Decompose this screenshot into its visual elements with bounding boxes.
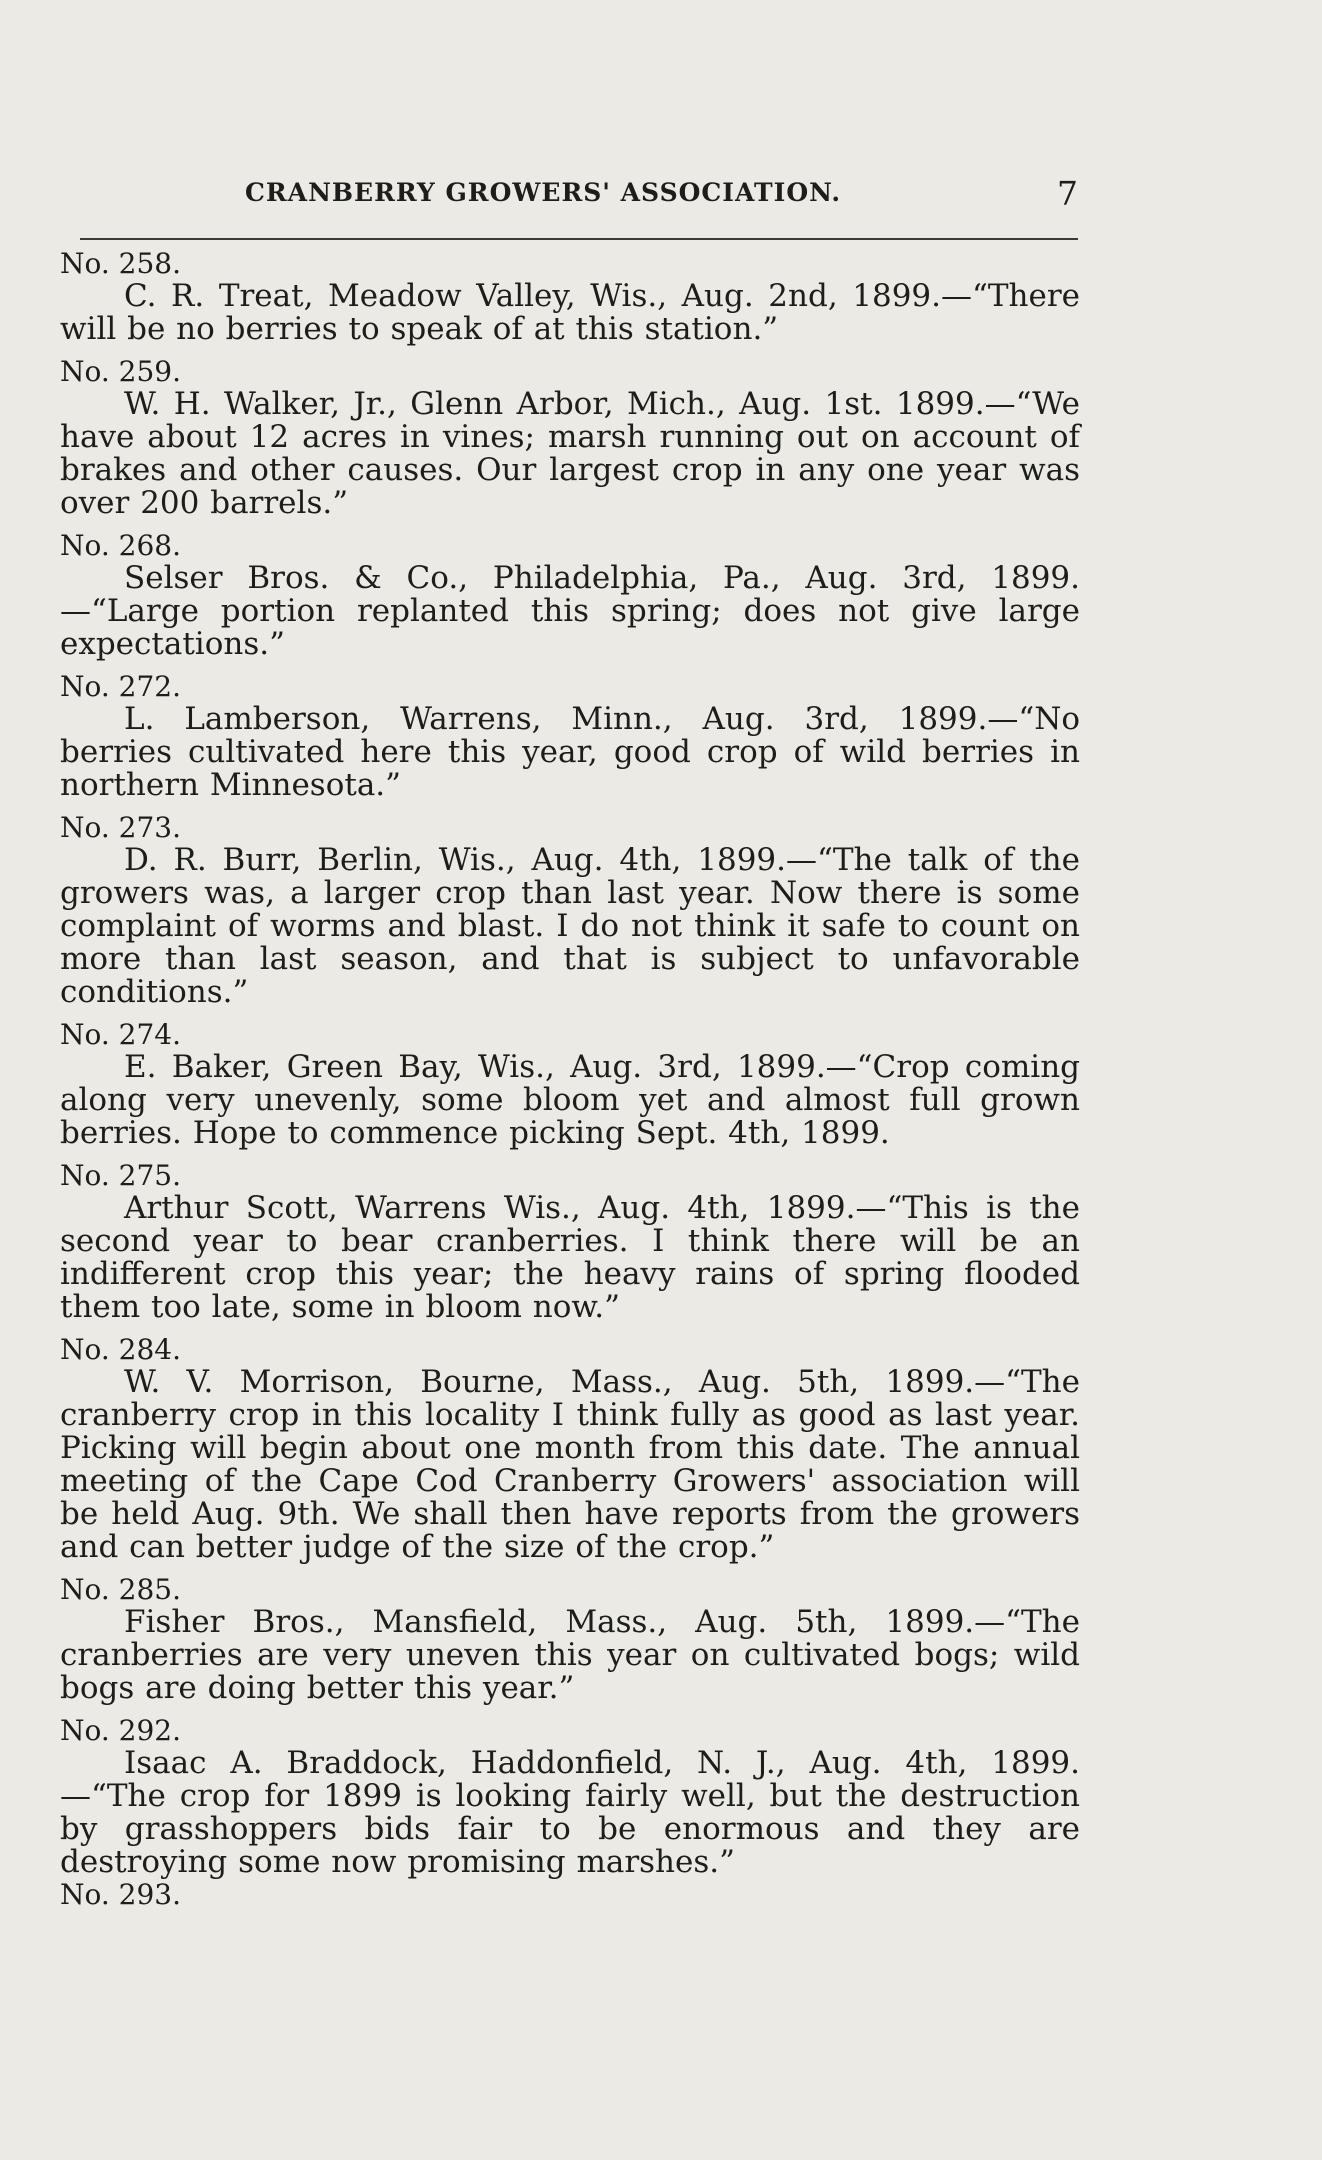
- entry-number: No. 258.: [60, 247, 182, 280]
- entry-number: No. 292.: [60, 1714, 182, 1747]
- entry-number: No. 293.: [60, 1878, 182, 1911]
- entry-number: No. 285.: [60, 1573, 182, 1606]
- entry-list: [60, 248, 1080, 1911]
- entry-258: [60, 248, 1080, 346]
- entry-273: [60, 812, 1080, 1009]
- entry-292: [60, 1715, 1080, 1879]
- entry-number: No. 274.: [60, 1018, 182, 1051]
- entry-text: Arthur Scott, Warrens Wis., Aug. 4th, 1899.—“This is the second year to bear cranberries. I think there will be an indifferent crop this year; the heavy rains of spring flooded them too late, some in bloom now.”: [60, 1190, 1080, 1325]
- entry-275: [60, 1160, 1080, 1324]
- entry-text: E. Baker, Green Bay, Wis., Aug. 3rd, 1899.—“Crop coming along very unevenly, some bloom yet and almost full grown berries. Hope to commence picking Sept. 4th, 1899.: [60, 1049, 1080, 1151]
- entry-number: No. 272.: [60, 670, 182, 703]
- entry-text: Isaac A. Braddock, Haddonfield, N. J., Aug. 4th, 1899.—“The crop for 1899 is looking fairly well, but the destruction by grasshoppers bids fair to be enormous and they are destroying some now promising marshes.”: [60, 1745, 1080, 1880]
- entry-text: W. V. Morrison, Bourne, Mass., Aug. 5th, 1899.—“The cranberry crop in this locality I think fully as good as last year. Picking will begin about one month from this date. The annual meeting of the Cape Cod Cranberry Growers' association will be held Aug. 9th. We shall then have reports from the growers and can better judge of the size of the crop.”: [60, 1364, 1080, 1565]
- running-head: [80, 176, 1078, 216]
- entry-259: [60, 356, 1080, 520]
- entry-number: No. 268.: [60, 529, 182, 562]
- entry-number: No. 259.: [60, 355, 182, 388]
- header-rule: [80, 238, 1078, 240]
- entry-284: [60, 1334, 1080, 1564]
- entry-number: No. 275.: [60, 1159, 182, 1192]
- entry-268: [60, 530, 1080, 661]
- entry-text: Selser Bros. & Co., Philadelphia, Pa., Aug. 3rd, 1899.—“Large portion replanted this spring; does not give large expectations.”: [60, 560, 1080, 662]
- entry-text: Fisher Bros., Mansfield, Mass., Aug. 5th, 1899.—“The cranberries are very uneven this year on cultivated bogs; wild bogs are doing better this year.”: [60, 1604, 1080, 1706]
- entry-text: W. H. Walker, Jr., Glenn Arbor, Mich., Aug. 1st. 1899.—“We have about 12 acres in vines; marsh running out on account of brakes and other causes. Our largest crop in any one year was over 200 barrels.”: [60, 386, 1080, 521]
- entry-text: L. Lamberson, Warrens, Minn., Aug. 3rd, 1899.—“No berries cultivated here this year, good crop of wild berries in northern Minnesota.”: [60, 701, 1080, 803]
- entry-293: [60, 1879, 1080, 1911]
- page-number: 7: [1057, 174, 1078, 213]
- entry-285: [60, 1574, 1080, 1705]
- entry-272: [60, 671, 1080, 802]
- entry-text: C. R. Treat, Meadow Valley, Wis., Aug. 2nd, 1899.—“There will be no berries to speak of at this station.”: [60, 278, 1080, 347]
- entry-274: [60, 1019, 1080, 1150]
- entry-number: No. 284.: [60, 1333, 182, 1366]
- entry-text: D. R. Burr, Berlin, Wis., Aug. 4th, 1899.—“The talk of the growers was, a larger crop than last year. Now there is some complaint of worms and blast. I do not think it safe to count on more than last season, and that is subject to unfavorable conditions.”: [60, 842, 1080, 1010]
- entry-number: No. 273.: [60, 811, 182, 844]
- running-title: CRANBERRY GROWERS' ASSOCIATION.: [245, 178, 842, 207]
